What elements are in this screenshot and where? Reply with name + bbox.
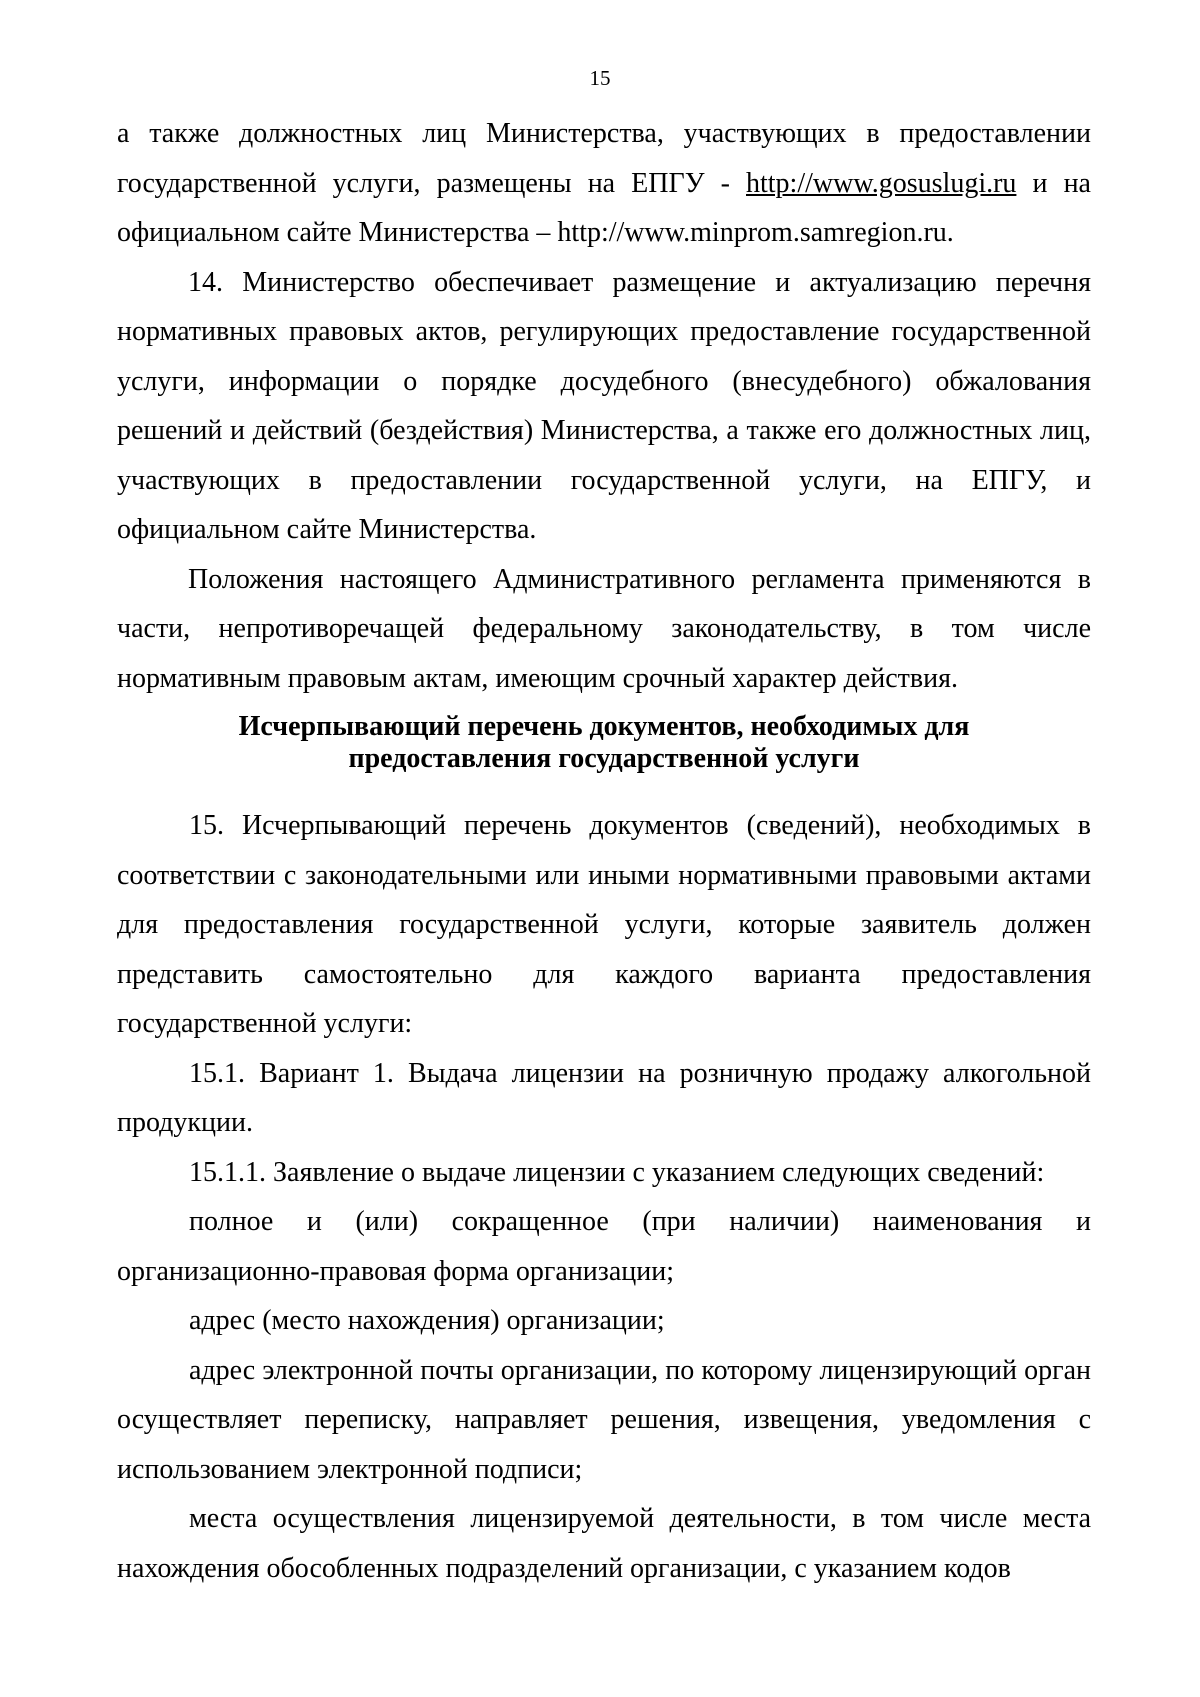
list-item-email: адрес электронной почты организации, по которому лицензирующий орган осуществляет переписку, направляет решения, извещения, уведомления с использованием электронной подписи;	[117, 1354, 1091, 1485]
intro-text: а также должностных лиц Министерства, участвующих в предоставлении государственной услуги, размещены на ЕПГУ -	[117, 118, 1091, 199]
paragraph-15: 15. Исчерпывающий перечень документов (сведений), необходимых в соответствии с законодательными или иными нормативными правовыми актами для предоставления государственной услуги, которые заявитель должен представить самостоятельно для каждого варианта предоставления государственной услуги:	[117, 810, 1091, 1039]
list-item-places: места осуществления лицензируемой деятельности, в том числе места нахождения обособленных подразделений организации, с указанием кодов	[117, 1503, 1091, 1584]
page-number: 15	[589, 66, 611, 90]
paragraph-14: 14. Министерство обеспечивает размещение и актуализацию перечня нормативных правовых актов, регулирующих предоставление государственной услуги, информации о порядке досудебного (внесудебного) обжалования решений и действий (бездействия) Министерства, а также его должностных лиц, участвующих в предоставлении государственной услуги, на ЕПГУ, и официальном сайте Министерства.	[117, 266, 1091, 545]
intro-text-end: и на официальном сайте Министерства – http://www.minprom.samregion.ru.	[117, 167, 1091, 248]
section-heading-line-1: Исчерпывающий перечень документов, необходимых для	[238, 711, 970, 742]
gosuslugi-link[interactable]: http://www.gosuslugi.ru	[746, 167, 1017, 199]
paragraph-15-1-1: 15.1.1. Заявление о выдаче лицензии с указанием следующих сведений:	[189, 1156, 1045, 1188]
list-item-address: адрес (место нахождения) организации;	[189, 1305, 665, 1336]
list-item-name: полное и (или) сокращенное (при наличии) наименования и организационно-правовая форма организации;	[117, 1206, 1091, 1287]
section-heading	[117, 711, 1091, 775]
section-heading-line-2: предоставления государственной услуги	[348, 743, 860, 774]
paragraph-intro	[117, 109, 1091, 258]
paragraph-15-1: 15.1. Вариант 1. Выдача лицензии на розничную продажу алкогольной продукции.	[117, 1057, 1091, 1138]
paragraph-provisions: Положения настоящего Административного регламента применяются в части, непротиворечащей федеральному законодательству, в том числе нормативным правовым актам, имеющим срочный характер действия.	[117, 563, 1091, 694]
document-body	[117, 109, 1091, 1593]
